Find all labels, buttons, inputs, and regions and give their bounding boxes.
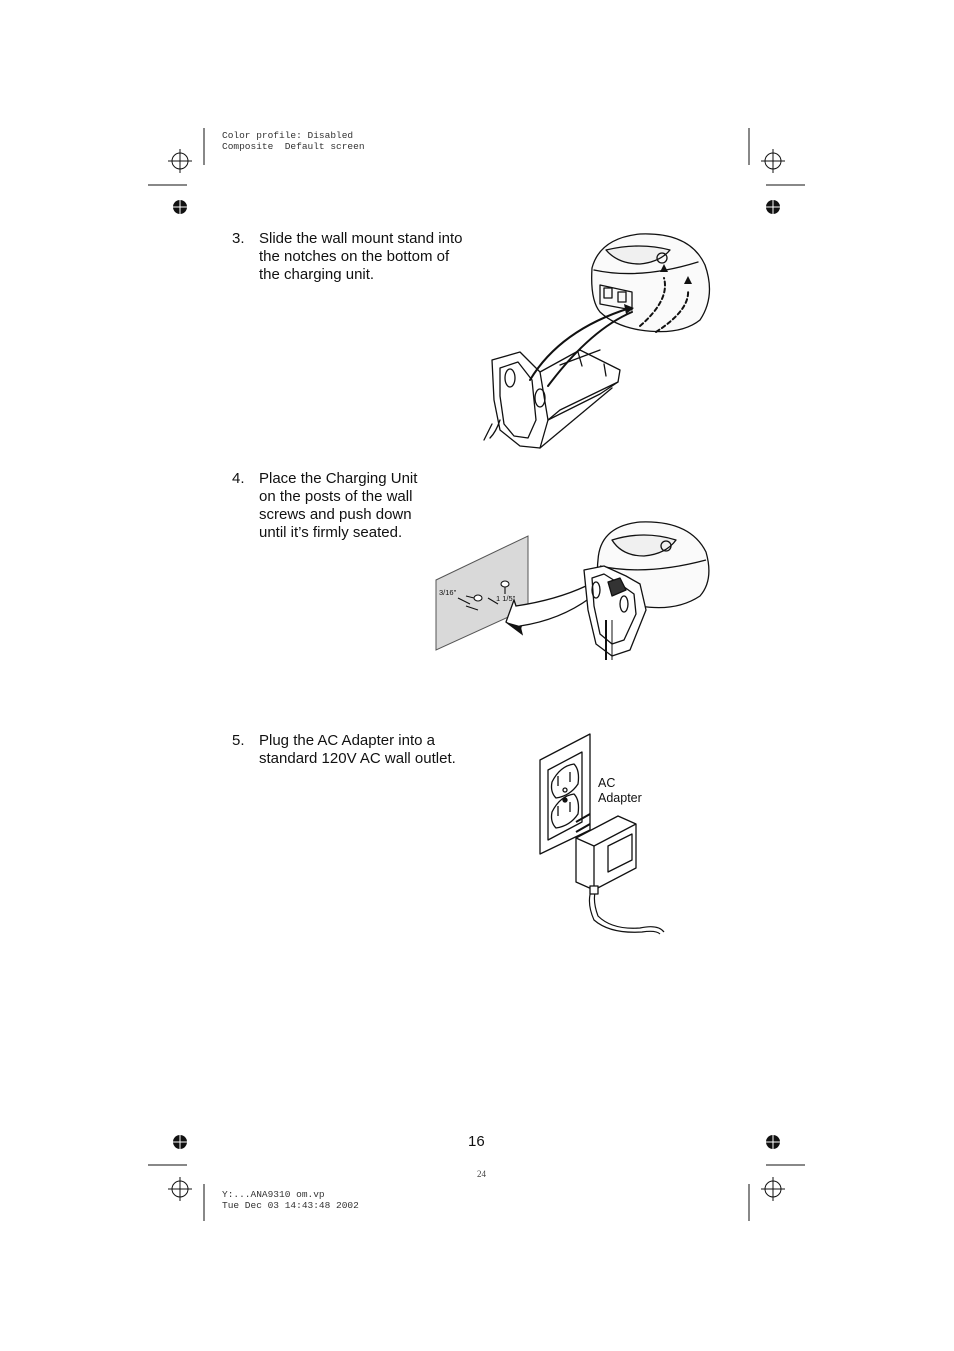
step-text-line: screws and push down (259, 506, 412, 523)
header-slug-line1: Color profile: Disabled (222, 130, 354, 141)
dimension-label-3-16: 3/16" (439, 588, 457, 597)
step-number: 5. (232, 732, 245, 749)
ac-adapter-label-line2: Adapter (598, 791, 642, 805)
step-text-line: the notches on the bottom of (259, 248, 450, 265)
dimension-label-1-1-5: 1 1/5" (496, 594, 516, 603)
step-number: 3. (232, 230, 245, 247)
step-text-line: the charging unit. (259, 266, 375, 283)
step-text-line: Place the Charging Unit (259, 470, 418, 487)
footer-slug-line2: Tue Dec 03 14:43:48 2002 (222, 1200, 359, 1211)
ac-adapter-label-line1: AC (598, 776, 616, 790)
page-number: 16 (468, 1133, 485, 1150)
header-slug-line2: Composite Default screen (222, 141, 365, 152)
step-text-line: until it’s firmly seated. (259, 524, 403, 541)
step-text-line: Slide the wall mount stand into (259, 230, 463, 247)
step-number: 4. (232, 470, 245, 487)
step-text-line: on the posts of the wall (259, 488, 413, 505)
ac-adapter-label (598, 776, 642, 806)
step-text-line: standard 120V AC wall outlet. (259, 750, 456, 767)
step-text-line: Plug the AC Adapter into a (259, 732, 435, 749)
footer-slug-line1: Y:...ANA9310 om.vp (222, 1189, 325, 1200)
sheet-number: 24 (477, 1169, 486, 1179)
